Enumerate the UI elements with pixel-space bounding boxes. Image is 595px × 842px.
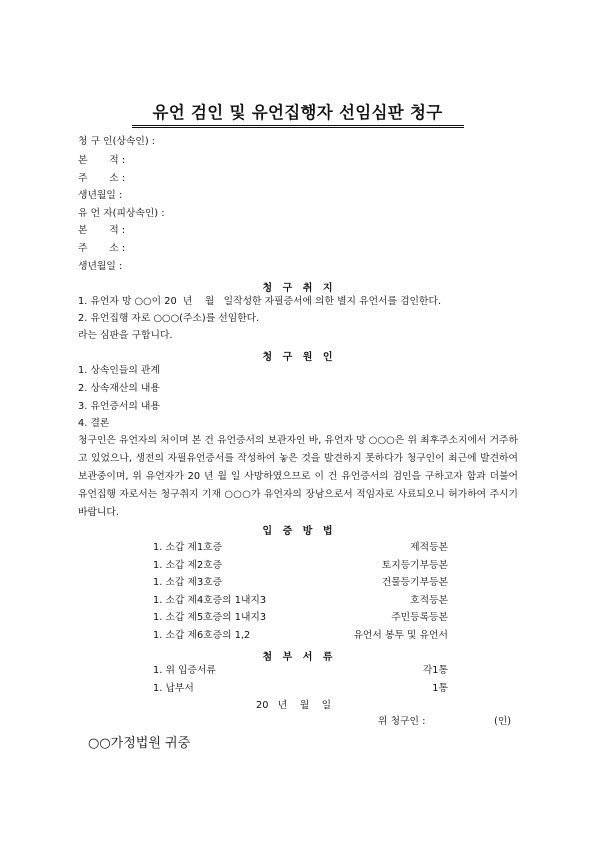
- testator-address: 주 소 :: [78, 243, 126, 254]
- cause-item-1: 1. 상속인들의 관계: [78, 365, 160, 376]
- evidence-label: 1. 소갑 제5호증의 1내지3: [153, 612, 267, 623]
- claimant-birth: 생년월일 :: [78, 190, 123, 201]
- cause-item-4: 4. 결론: [78, 418, 110, 429]
- evidence-label: 1. 소갑 제1호증: [153, 542, 223, 553]
- evidence-doc: 호적등본: [410, 595, 448, 606]
- signature-seal: (인): [494, 716, 512, 727]
- claimant-domicile: 본 적 :: [78, 155, 126, 166]
- attachment-count: 각1통: [422, 665, 448, 676]
- evidence-heading: 입 증 방 법: [262, 526, 333, 537]
- evidence-doc: 유언서 봉투 및 유언서: [353, 630, 448, 641]
- attachment-label: 1. 위 입증서류: [153, 665, 216, 676]
- document-title: 유언 검인 및 유언집행자 선임심판 청구: [152, 103, 443, 122]
- evidence-label: 1. 소갑 제4호증의 1내지3: [153, 595, 267, 606]
- evidence-doc: 제적등본: [410, 542, 448, 553]
- attachment-count: 1통: [432, 683, 448, 694]
- purpose-closing: 라는 심판을 구합니다.: [78, 330, 173, 341]
- evidence-doc: 주민등록등본: [391, 612, 448, 623]
- evidence-label: 1. 소갑 제3호증: [153, 577, 223, 588]
- filing-date: 20 년 월 일: [256, 700, 332, 711]
- cause-item-3: 3. 유언증서의 내용: [78, 401, 160, 412]
- testator-label: 유 언 자(피상속인) :: [78, 208, 165, 219]
- evidence-label: 1. 소갑 제6호증의 1,2: [153, 630, 251, 641]
- cause-heading: 청 구 원 인: [262, 352, 333, 363]
- purpose-item-2: 2. 유언집행 자로 ○○○(주소)를 선임한다.: [78, 313, 260, 324]
- evidence-label: 1. 소갑 제2호증: [153, 560, 223, 571]
- title-underline: [132, 125, 464, 128]
- court-addressee: ○○가정법원 귀중: [88, 736, 191, 751]
- testator-birth: 생년월일 :: [78, 261, 123, 272]
- claimant-label: 청 구 인(상속인) :: [78, 136, 156, 147]
- testator-domicile: 본 적 :: [78, 225, 126, 236]
- claimant-address: 주 소 :: [78, 173, 126, 184]
- attachment-label: 1. 납부서: [153, 683, 194, 694]
- attachments-heading: 첨 부 서 류: [262, 652, 333, 663]
- purpose-heading: 청 구 취 지: [262, 283, 333, 294]
- cause-item-2: 2. 상속재산의 내용: [78, 383, 160, 394]
- purpose-item-1: 1. 유언자 망 ○○이 20 년 월 일작성한 자필증서에 의한 별지 유언서를 검인한다.: [78, 296, 442, 307]
- evidence-doc: 토지등기부등본: [381, 560, 448, 571]
- cause-paragraph: 청구인은 유언자의 처이며 본 건 유언증서의 보관자인 바, 유언자 망 ○○○은 위 최후주소지에서 거주하고 있었으나, 생전의 자필유언증서를 작성하여 놓은 것을 발견하지 못하다가 청구인이 최근에 발견하여 보관중이며, 위 유언자가 20 년 월 일 사망하였으므로 이 건 유언증서의 검인을 구하고자 함과 더불어 유언집행 자로서는 청구취지 기재 ○○○가 유언자의 장남으로서 적임자로 사료되오니 허가하여 주시기 바랍니다.: [78, 435, 518, 518]
- evidence-doc: 건물등기부등본: [381, 577, 448, 588]
- signature-label: 위 청구인 :: [378, 716, 426, 727]
